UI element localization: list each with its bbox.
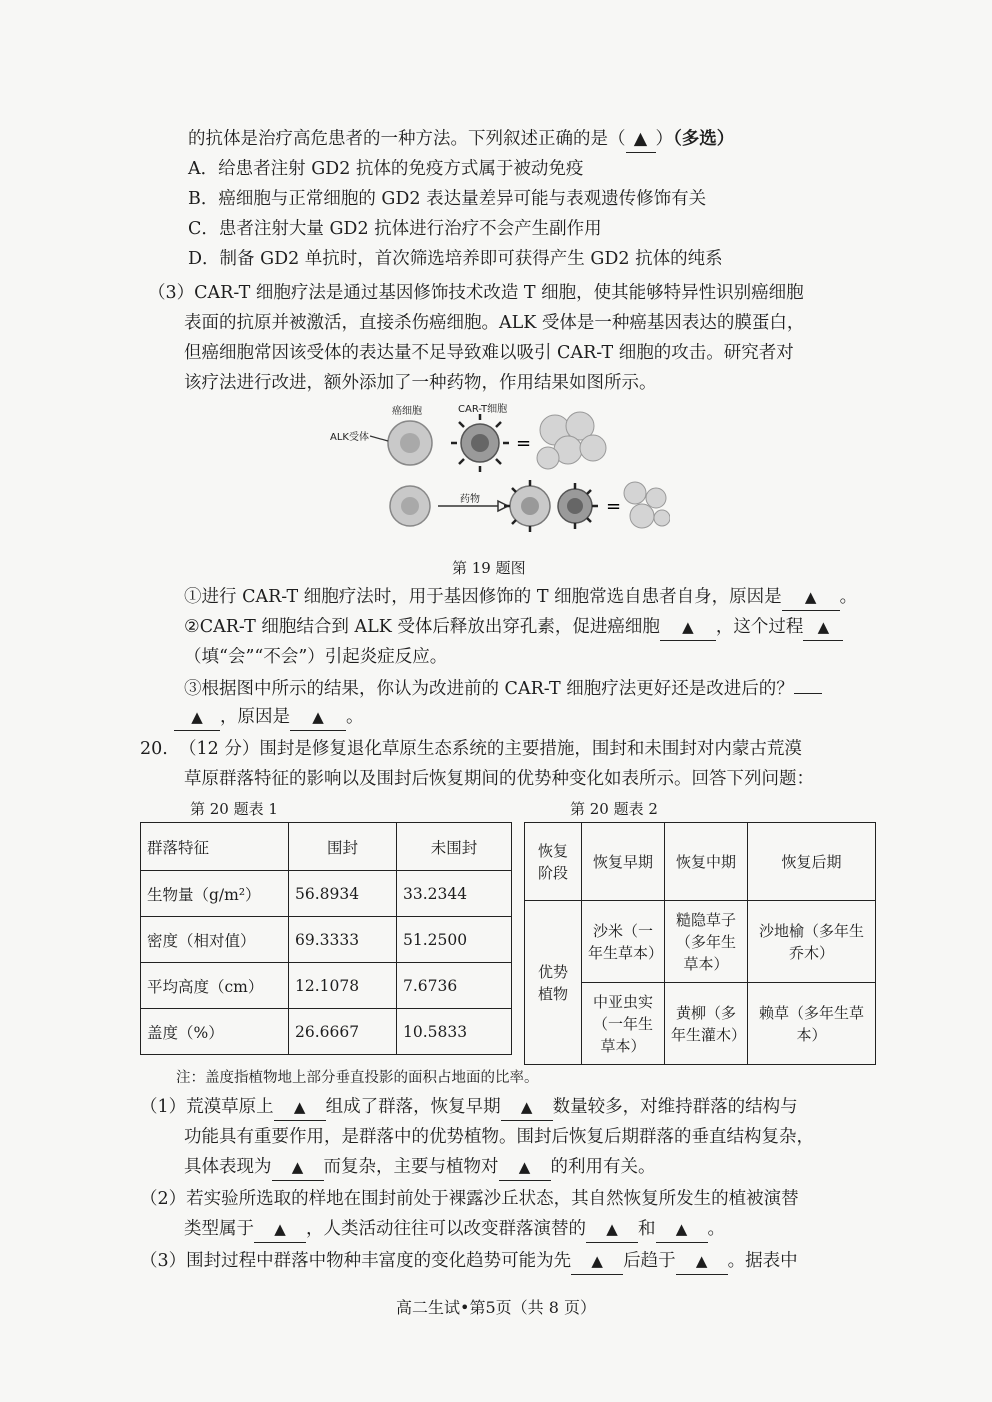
answer-blank[interactable]: ▲ <box>501 1094 553 1121</box>
q20-p1-text-g: 的利用有关。 <box>550 1157 656 1177</box>
label-car-t: CAR-T细胞 <box>458 404 508 415</box>
q19-part3-line1: （3）CAR-T 细胞疗法是通过基因修饰技术改造 T 细胞，使其能够特异性识别癌细胞 <box>148 283 804 303</box>
table-cell: 盖度（%） <box>141 1009 289 1055</box>
q20-text: （12 分）围封是修复退化草原生态系统的主要措施，围封和未围封对内蒙古荒漠 <box>178 739 802 759</box>
answer-blank[interactable]: ▲ <box>290 704 346 731</box>
answer-blank[interactable]: ▲ <box>660 614 716 641</box>
table-1 <box>140 822 512 1055</box>
cell-diagram <box>330 398 670 538</box>
q20-part2-line2 <box>184 1216 725 1243</box>
q20-p1-text: （1）荒漠草原上 <box>140 1097 274 1117</box>
table1-title: 第 20 题表 1 <box>190 800 278 818</box>
table-header: 恢复早期 <box>582 823 665 901</box>
equals-sign-2: = <box>606 496 622 517</box>
q20-p2-text-d: 和 <box>638 1219 656 1239</box>
q20-line2: 草原群落特征的影响以及围封后恢复期间的优势种变化如表所示。回答下列问题： <box>184 769 814 789</box>
q19-part3-line4: 该疗法进行改进，额外添加了一种药物，作用结果如图所示。 <box>184 373 657 393</box>
q19-sub1-end: 。 <box>839 587 858 607</box>
q20-p1-text-e: 具体表现为 <box>184 1157 272 1177</box>
cancer-cluster-1 <box>537 412 606 469</box>
table-cell: 10.5833 <box>397 1009 512 1055</box>
table-cell: 沙地榆（多年生乔木） <box>748 901 876 983</box>
q20-number: 20. <box>140 739 168 759</box>
answer-blank[interactable]: ▲ <box>586 1216 638 1243</box>
table-note: 注：盖度指植物地上部分垂直投影的面积占地面的比率。 <box>176 1070 539 1086</box>
q20-part1 <box>140 1094 798 1121</box>
table-row <box>141 917 512 963</box>
q19-part3-line2: 表面的抗原并被激活，直接杀伤癌细胞。ALK 受体是一种癌基因表达的膜蛋白， <box>184 313 805 333</box>
q19-intro-end: ） <box>655 129 673 149</box>
q19-sub3-end: 。 <box>346 707 364 727</box>
answer-blank[interactable]: ▲ <box>499 1154 551 1181</box>
table-row <box>141 963 512 1009</box>
label-cancer-cell: 癌细胞 <box>392 406 422 417</box>
table-cell: 51.2500 <box>397 917 512 963</box>
table-header: 恢复后期 <box>748 823 876 901</box>
answer-blank[interactable]: ▲ <box>274 1094 326 1121</box>
q19-intro <box>188 126 734 153</box>
q19-sub3-line2 <box>174 704 364 731</box>
q19-sub3-text-b: ，原因是 <box>220 707 290 727</box>
q20-p3-text-d: 。据表中 <box>727 1251 798 1271</box>
q20-p3-text-c: 后趋于 <box>623 1251 676 1271</box>
option-a: A．给患者注射 GD2 抗体的免疫方式属于被动免疫 <box>188 159 584 179</box>
q19-sub2-text: ②CAR-T 细胞结合到 ALK 受体后释放出穿孔素，促进癌细胞 <box>184 617 660 637</box>
table-cell: 黄柳（多年生灌木） <box>665 983 748 1065</box>
table-cell: 中亚虫实（一年生草本） <box>582 983 665 1065</box>
table-row-label: 优势植物 <box>525 901 582 1065</box>
q20-p1-text-c: 组成了群落，恢复早期 <box>325 1097 501 1117</box>
equals-sign-1: = <box>516 433 532 454</box>
q19-sub1 <box>184 584 857 611</box>
table-row <box>141 1009 512 1055</box>
q19-part3-line3: 但癌细胞常因该受体的表达量不足导致难以吸引 CAR-T 细胞的攻击。研究者对 <box>184 343 794 363</box>
table-header: 群落特征 <box>141 823 289 871</box>
q19-sub2 <box>184 614 843 641</box>
q20-p1-text-d: 数量较多，对维持群落的结构与 <box>552 1097 798 1117</box>
q20-p3-text-a: （3）围封过程中群落中物种丰富度的变化趋势可能为先 <box>140 1251 572 1271</box>
q19-sub3-text: ③根据图中所示的结果，你认为改进前的 CAR-T 细胞疗法更好还是改进后的？ <box>184 679 794 699</box>
answer-blank[interactable]: ▲ <box>782 584 840 611</box>
table-cell: 糙隐草子（多年生草本） <box>665 901 748 983</box>
table-cell: 平均高度（cm） <box>141 963 289 1009</box>
answer-blank[interactable]: ▲ <box>803 614 843 641</box>
table-header: 未围封 <box>397 823 512 871</box>
table-2 <box>524 822 876 1065</box>
table-cell: 69.3333 <box>289 917 397 963</box>
answer-blank[interactable]: ▲ <box>676 1248 728 1275</box>
answer-blank[interactable]: ▲ <box>656 1216 708 1243</box>
answer-blank[interactable]: ▲ <box>571 1248 623 1275</box>
page-footer: 高二生试•第5页（共 8 页） <box>396 1298 596 1317</box>
table-header: 围封 <box>289 823 397 871</box>
table-cell: 7.6736 <box>397 963 512 1009</box>
q20-p1-text-f: 而复杂，主要与植物对 <box>323 1157 499 1177</box>
car-t-nucleus <box>471 434 489 452</box>
table-header: 恢复阶段 <box>525 823 582 901</box>
q19-sub3 <box>184 676 822 702</box>
multi-select-note: （多选） <box>673 129 735 149</box>
table-cell: 密度（相对值） <box>141 917 289 963</box>
table-header: 恢复中期 <box>665 823 748 901</box>
table2-title: 第 20 题表 2 <box>570 800 658 818</box>
table-cell: 26.6667 <box>289 1009 397 1055</box>
q19-sub2-text-b: ，这个过程 <box>715 617 804 637</box>
label-drug: 药物 <box>460 494 480 505</box>
cancer-cell-nucleus <box>400 433 420 453</box>
cancer-cell-3-nucleus <box>521 497 539 515</box>
answer-blank[interactable]: ▲ <box>626 126 656 153</box>
q20-line1 <box>140 736 802 762</box>
table-cell: 56.8934 <box>289 871 397 917</box>
table-row <box>141 871 512 917</box>
label-alk: ALK受体 <box>330 432 369 443</box>
cancer-cell-2-nucleus <box>401 497 419 515</box>
table-cell: 赖草（多年生草本） <box>748 983 876 1065</box>
table-row <box>141 823 512 871</box>
q20-p2-text-a: 类型属于 <box>184 1219 254 1239</box>
q19-sub1-text: ①进行 CAR-T 细胞疗法时，用于基因修饰的 T 细胞常选自患者自身，原因是 <box>184 587 782 607</box>
cancer-cluster-2 <box>624 482 670 528</box>
table-cell: 33.2344 <box>397 871 512 917</box>
table-row <box>525 901 876 983</box>
q20-p2-text-e: 。 <box>707 1219 725 1239</box>
option-b: B．癌细胞与正常细胞的 GD2 表达量差异可能与表观遗传修饰有关 <box>188 189 707 209</box>
figure-caption: 第 19 题图 <box>452 559 526 577</box>
q20-part1-line3 <box>184 1154 656 1181</box>
q19-intro-text: 的抗体是治疗高危患者的一种方法。下列叙述正确的是（ <box>188 129 626 149</box>
option-d: D．制备 GD2 单抗时，首次筛选培养即可获得产生 GD2 抗体的纯系 <box>188 249 723 269</box>
alk-pointer <box>370 436 388 441</box>
answer-blank[interactable]: ▲ <box>174 704 220 731</box>
q19-figure <box>330 398 670 538</box>
answer-blank[interactable]: ▲ <box>254 1216 306 1243</box>
answer-blank-start[interactable] <box>794 693 822 694</box>
table-cell: 生物量（g/m²） <box>141 871 289 917</box>
car-t-2-nucleus <box>567 498 583 514</box>
table-cell: 沙米（一年生草本） <box>582 901 665 983</box>
answer-blank[interactable]: ▲ <box>272 1154 324 1181</box>
q20-part3 <box>140 1248 798 1275</box>
option-c: C．患者注射大量 GD2 抗体进行治疗不会产生副作用 <box>188 219 602 239</box>
q20-p2-text-c: ，人类活动往往可以改变群落演替的 <box>306 1219 586 1239</box>
q19-sub2-line2: （填“会”“不会”）引起炎症反应。 <box>184 647 448 667</box>
q20-part2-line1: （2）若实验所选取的样地在围封前处于裸露沙丘状态，其自然恢复所发生的植被演替 <box>140 1189 799 1209</box>
q20-part1-line2: 功能具有重要作用，是群落中的优势植物。围封后恢复后期群落的垂直结构复杂， <box>184 1127 814 1147</box>
table-row <box>525 823 876 901</box>
table-cell: 12.1078 <box>289 963 397 1009</box>
